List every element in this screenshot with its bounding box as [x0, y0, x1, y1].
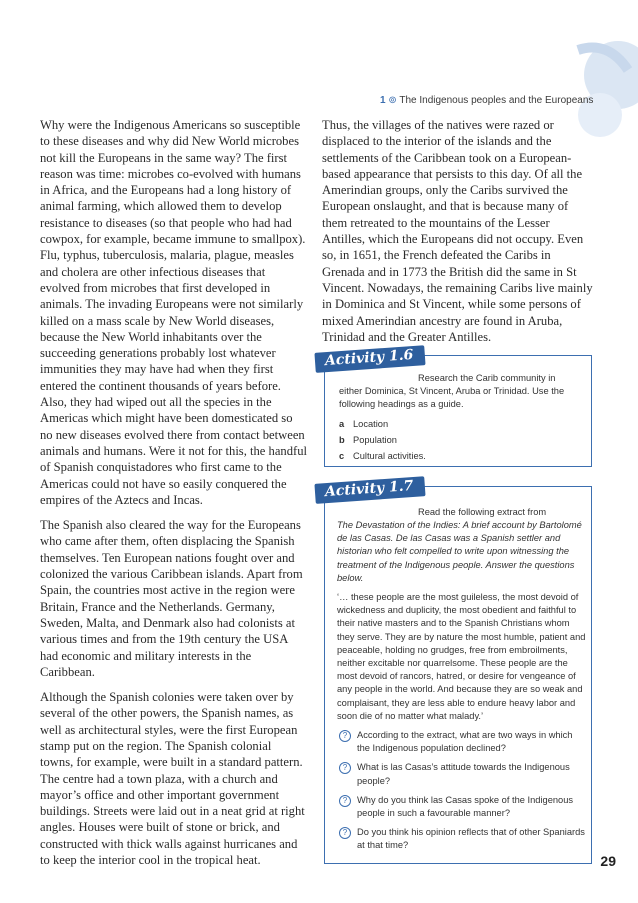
- chapter-title: The Indigenous peoples and the Europeans: [399, 95, 594, 106]
- question-text: Do you think his opinion reflects that of other Spaniards at that time?: [357, 827, 585, 851]
- heading-list: [339, 418, 426, 467]
- activity-intro: Read the following extract from: [418, 507, 547, 517]
- question-item: [337, 794, 587, 820]
- paragraph: Why were the Indigenous Americans so susceptible to these diseases and why did New World microbes not kill the Europeans in the same way? The first reason was time: microbes co-evolved with humans in Africa, and the Europeans had a long history of animal farming, which allowed them to develop resistance to diseases (so that people who had had cowpox, for example, became immune to smallpox). Flu, typhus, tuberculosis, malaria, plague, measles and cholera are other infectious diseases that evolved from microbes that first developed in animals. The invading Europeans were not similarly killed on a mass scale by New World diseases, because the New World inhabitants over the succeeding generations probably lost whatever immunities they may have had when they first entered the continent thousands of years before. Also, they had wiped out all the species in the Americas which might have been domesticated so no new diseases evolved there from contact between animals and humans. Were it not for this, the handful of Spanish conquistadores who first came to the Americas could not have so easily conquered the empires of the Aztecs and Incas.: [40, 118, 308, 507]
- question-text: According to the extract, what are two ways in which the Indigenous population declined?: [357, 730, 573, 754]
- item-text: Population: [353, 435, 397, 446]
- question-text: Why do you think las Casas spoke of the Indigenous people in such a favourable manner?: [357, 794, 574, 819]
- activity-badge: Activity 1.6: [314, 345, 426, 373]
- question-bullet-icon: ?: [339, 730, 351, 742]
- chapter-number: 1: [380, 95, 386, 106]
- activity-body: [337, 519, 587, 859]
- question-bullet-icon: ?: [339, 762, 351, 774]
- activity-box-1-7: [324, 478, 592, 864]
- question-bullet-icon: ?: [339, 827, 351, 839]
- question-bullet-icon: ?: [339, 795, 351, 807]
- page-number: 29: [600, 853, 616, 869]
- item-letter: a: [339, 419, 345, 429]
- activity-badge: Activity 1.7: [314, 476, 426, 504]
- item-text: Location: [353, 419, 389, 429]
- activity-box-1-6: [324, 347, 592, 467]
- running-header: [380, 95, 594, 106]
- extract-quote: ‘… these people are the most guileless, the most devoid of wickedness and duplicity, the most obedient and faithful to their native masters and to the Spanish Christians whom they serve. They are by nature the most humble, patient and peaceable, holding no grudges, free from embroilments, neither excitable nor quarrelsome. These people are the most devoid of rancors, hatred, or desire for vengeance of any people in the world. And because they are so weak and complaisant, they are less able to endure heavy labor and soon die of no matter what malady.’: [337, 592, 586, 721]
- activity-intro: Research the Carib community in: [418, 373, 556, 383]
- list-item: [339, 450, 426, 463]
- map-glyph-icon: ⊚: [388, 95, 397, 106]
- item-letter: c: [339, 451, 345, 462]
- activity-instructions: either Dominica, St Vincent, Aruba or Trinidad. Use the following headings as a guide.: [339, 386, 565, 410]
- question-list: [337, 729, 587, 853]
- right-column: [322, 117, 594, 354]
- list-item: [339, 434, 426, 447]
- question-item: [337, 761, 587, 787]
- list-item: [339, 418, 426, 431]
- question-item: [337, 826, 587, 852]
- paragraph: Although the Spanish colonies were taken over by several of the other powers, the Spanish names, as well as architectural styles, were the first European stamp put on the region. The Spanish colonial towns, for example, were built in a standard pattern. The centre had a town plaza, with a church and mayor’s office and other important government buildings. Streets were laid out in a neat grid at right angles. Houses were built of stone or brick, and constructed with thick walls against hurricanes and to keep the interior cool in the tropical heat.: [40, 690, 305, 868]
- item-text: Cultural activities.: [353, 451, 426, 462]
- item-letter: b: [339, 435, 345, 446]
- paragraph: Thus, the villages of the natives were razed or displaced to the interior of the islands and the settlements of the Caribbean took on a European-based appearance that persists to this day. Of all the Amerindian groups, only the Caribs survived the European onslaught, and that is because many of them retreated to the mountains of the Lesser Antilles, which the Europeans did not occupy. Even so, in 1651, the French defeated the Caribs in Grenada and in 1773 the British did the same in St Vincent. Nowadays, the remaining Caribs live mainly in Dominica and St Vincent, while some persons of mixed Amerindian ancestry are found in Aruba, Trinidad and the Greater Antilles.: [322, 118, 593, 344]
- paragraph: The Spanish also cleared the way for the Europeans who came after them, often displacing the Spanish themselves. Ten European nations fought over and colonized the various Caribbean islands. Apart from Spain, the countries most active in the region were Britain, France and the Netherlands. Germany, Sweden, Malta, and Denmark also had colonists at various times and from the 19th century the USA had economic and military interests in the Caribbean.: [40, 518, 303, 679]
- source-note: The Devastation of the Indies: A brief account by Bartolomé de las Casas. De las Casas was a Spanish settler and historian who felt compelled to write upon witnessing the treatment of the Indigenous people. Answer the questions below.: [337, 520, 582, 583]
- left-column: [40, 117, 307, 877]
- question-item: [337, 729, 587, 755]
- question-text: What is las Casas’s attitude towards the Indigenous people?: [357, 762, 570, 786]
